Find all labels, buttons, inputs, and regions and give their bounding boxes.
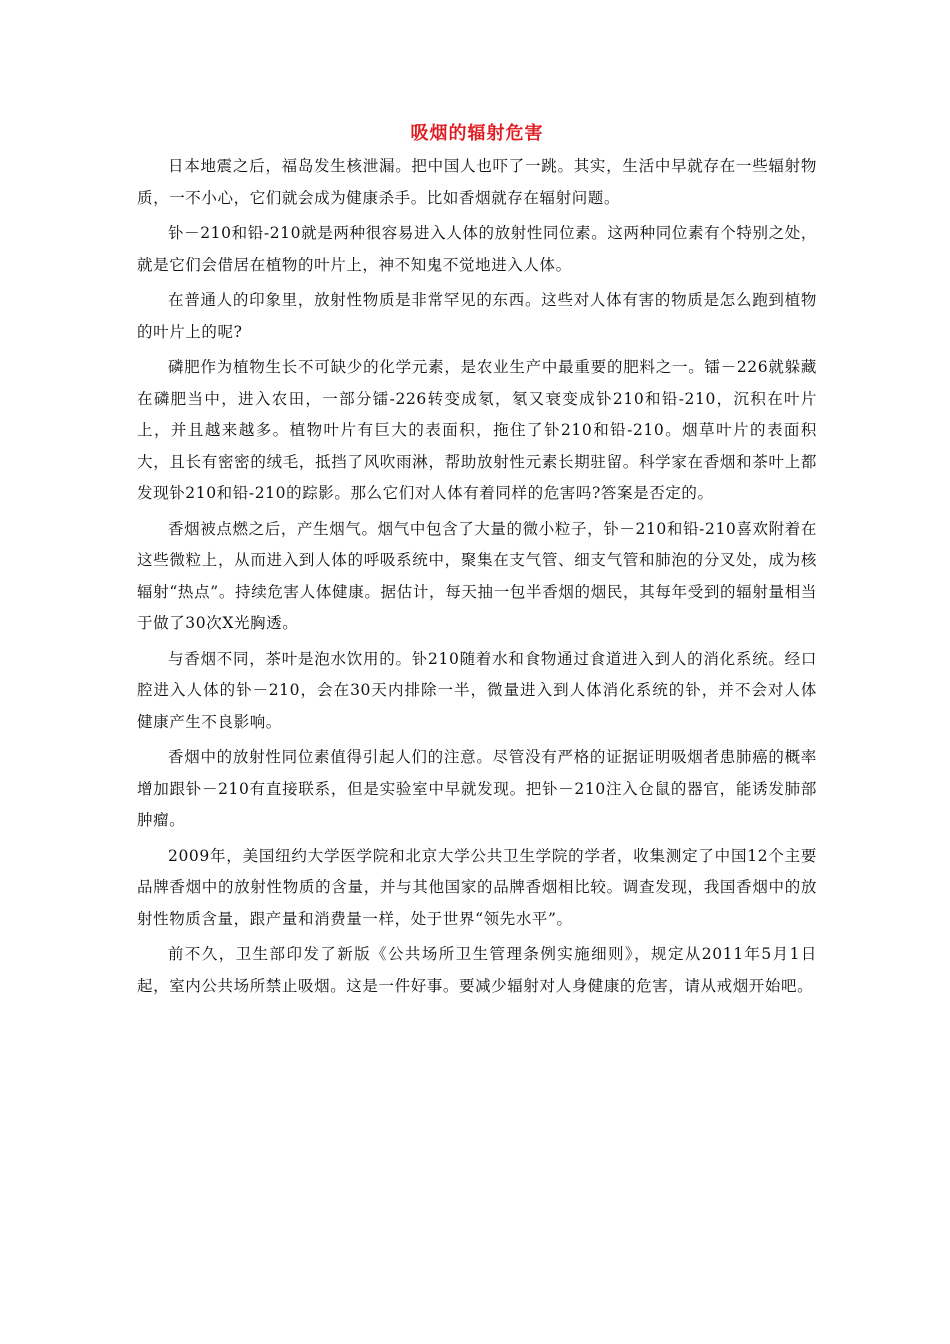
document-page (137, 119, 817, 1006)
paragraph-2: 钋－210和铅-210就是两种很容易进入人体的放射性同位素。这两种同位素有个特别之处，就是它们会借居在植物的叶片上，神不知鬼不觉地进入人体。 (137, 224, 817, 274)
paragraph-4: 磷肥作为植物生长不可缺少的化学元素，是农业生产中最重要的肥料之一。镭－226就躲藏在磷肥当中，进入农田，一部分镭-226转变成氡，氡又衰变成钋210和铅-210，沉积在叶片上，并且越来越多。植物叶片有巨大的表面积，拖住了钋210和铅-210。烟草叶片的表面积大，且长有密密的绒毛，抵挡了风吹雨淋，帮助放射性元素长期驻留。科学家在香烟和茶叶上都发现钋210和铅-210的踪影。那么它们对人体有着同样的危害吗?答案是否定的。 (137, 358, 817, 502)
paragraph-7: 香烟中的放射性同位素值得引起人们的注意。尽管没有严格的证据证明吸烟者患肺癌的概率增加跟钋－210有直接联系，但是实验室中早就发现。把钋－210注入仓鼠的器官，能诱发肺部肿瘤。 (137, 748, 817, 829)
paragraph-5: 香烟被点燃之后，产生烟气。烟气中包含了大量的微小粒子，钋－210和铅-210喜欢附着在这些微粒上，从而进入到人体的呼吸系统中，聚集在支气管、细支气管和肺泡的分叉处，成为核辐射“热点”。持续危害人体健康。据估计，每天抽一包半香烟的烟民，其每年受到的辐射量相当于做了30次X光胸透。 (137, 519, 817, 632)
document-title: 吸烟的辐射危害 (410, 123, 544, 144)
paragraph-8: 2009年，美国纽约大学医学院和北京大学公共卫生学院的学者，收集测定了中国12个主要品牌香烟中的放射性物质的含量，并与其他国家的品牌香烟相比较。调查发现，我国香烟中的放射性物质含量，跟产量和消费量一样，处于世界“领先水平”。 (137, 846, 817, 928)
paragraph-6: 与香烟不同，茶叶是泡水饮用的。钋210随着水和食物通过食道进入到人的消化系统。经口腔进入人体的钋－210，会在30天内排除一半，微量进入到人体消化系统的钋，并不会对人体健康产生不良影响。 (137, 649, 817, 731)
paragraph-9: 前不久，卫生部印发了新版《公共场所卫生管理条例实施细则》，规定从2011年5月1日起，室内公共场所禁止吸烟。这是一件好事。要减少辐射对人身健康的危害，请从戒烟开始吧。 (137, 945, 817, 995)
paragraph-3: 在普通人的印象里，放射性物质是非常罕见的东西。这些对人体有害的物质是怎么跑到植物的叶片上的呢? (137, 291, 817, 341)
paragraph-1: 日本地震之后，福岛发生核泄漏。把中国人也吓了一跳。其实，生活中早就存在一些辐射物质，一不小心，它们就会成为健康杀手。比如香烟就存在辐射问题。 (137, 157, 817, 207)
